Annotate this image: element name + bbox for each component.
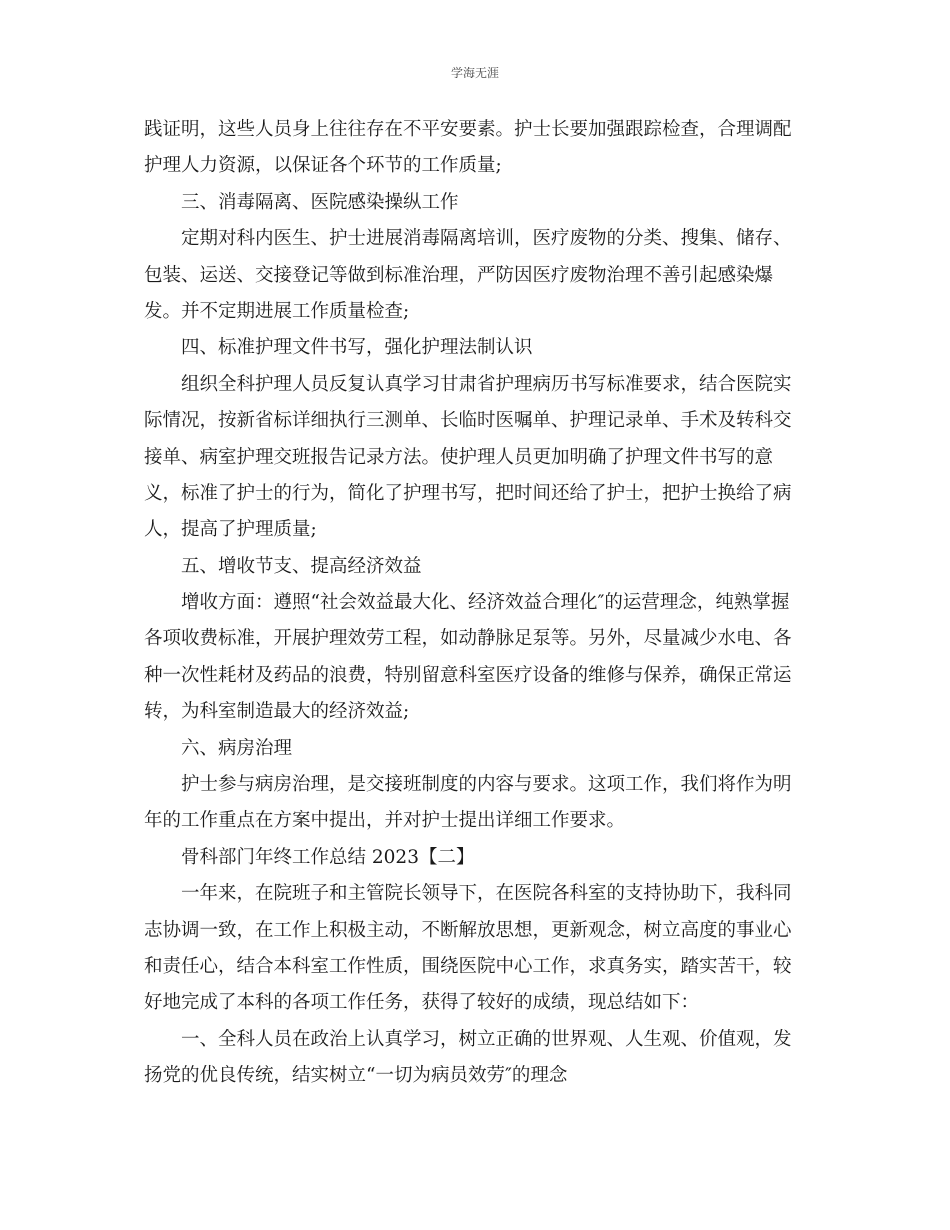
text-line: 一年来，在院班子和主管院长领导下，在医院各科室的支持协助下，我科同 xyxy=(181,883,792,905)
document-subtitle: 骨科部门年终工作总结 2023【二】 xyxy=(181,846,475,868)
text-line: 增收方面：遵照“社会效益最大化、经济效益合理化″的运营理念，纯熟掌握 xyxy=(181,592,790,614)
text-line: 扬党的优良传统，结实树立“一切为病员效劳″的理念 xyxy=(144,1065,568,1087)
text-line: 年的工作重点在方案中提出，并对护士提出详细工作要求。 xyxy=(144,810,626,832)
text-line: 转，为科室制造最大的经济效益; xyxy=(144,701,410,723)
text-line: 护理人力资源，以保证各个环节的工作质量; xyxy=(144,155,502,177)
text-line: 义，标准了护士的行为，简化了护理书写，把时间还给了护士，把护士换给了病 xyxy=(144,482,792,504)
document-body xyxy=(144,112,806,1095)
text-line: 定期对科内医生、护士进展消毒隔离培训，医疗废物的分类、搜集、储存、 xyxy=(181,228,792,250)
text-line: 志协调一致，在工作上积极主动，不断解放思想，更新观念，树立高度的事业心 xyxy=(144,919,792,941)
text-line: 组织全科护理人员反复认真学习甘肃省护理病历书写标准要求，结合医院实 xyxy=(181,373,792,395)
text-line: 各项收费标准，开展护理效劳工程，如动静脉足泵等。另外，尽量减少水电、各 xyxy=(144,628,792,650)
text-line: 包装、运送、交接登记等做到标准治理，严防因医疗废物治理不善引起感染爆 xyxy=(144,264,774,286)
text-line: 发。并不定期进展工作质量检查; xyxy=(144,300,410,322)
text-line: 践证明，这些人员身上往往存在不平安要素。护士长要加强跟踪检查，合理调配 xyxy=(144,119,792,140)
section-heading: 六、病房治理 xyxy=(181,737,293,759)
text-line: 际情况，按新省标详细执行三测单、长临时医嘱单、护理记录单、手术及转科交 xyxy=(144,410,792,432)
section-heading: 四、标准护理文件书写，强化护理法制认识 xyxy=(181,337,533,359)
text-line: 和责任心，结合本科室工作性质，围绕医院中心工作，求真务实，踏实苦干，较 xyxy=(144,955,792,977)
page-header: 学海无涯 xyxy=(450,66,499,80)
text-line: 种一次性耗材及药品的浪费，特别留意科室医疗设备的维修与保养，确保正常运 xyxy=(144,664,792,686)
section-heading: 五、增收节支、提高经济效益 xyxy=(181,555,422,577)
text-line: 一、全科人员在政治上认真学习，树立正确的世界观、人生观、价值观，发 xyxy=(181,1028,792,1050)
text-line: 人，提高了护理质量; xyxy=(144,519,317,541)
section-heading: 三、消毒隔离、医院感染操纵工作 xyxy=(181,191,459,213)
text-line: 好地完成了本科的各项工作任务，获得了较好的成绩，现总结如下： xyxy=(144,992,700,1014)
text-line: 接单、病室护理交班报告记录方法。使护理人员更加明确了护理文件书写的意 xyxy=(144,446,774,468)
text-line: 护士参与病房治理，是交接班制度的内容与要求。这项工作，我们将作为明 xyxy=(181,774,792,796)
